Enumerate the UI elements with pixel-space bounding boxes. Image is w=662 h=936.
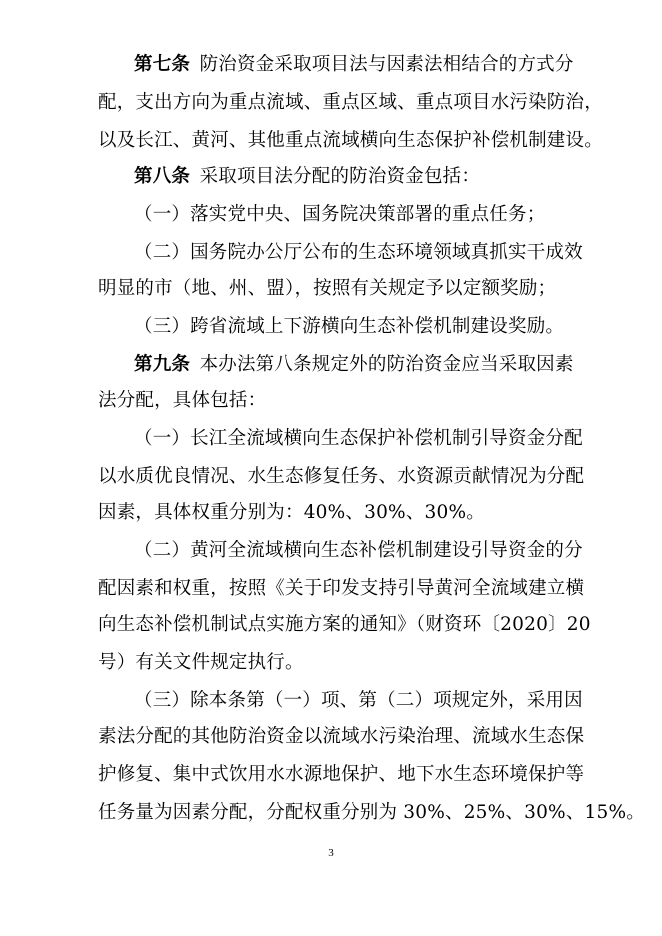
article-9-text: 本办法第八条规定外的防治资金应当采取因素 — [199, 354, 574, 375]
article-9-item-2-line-3: 向生态补偿机制试点实施方案的通知》（财资环〔2020〕20 — [98, 614, 591, 635]
article-9-heading: 第九条 — [134, 354, 191, 375]
article-9-item-2-line-4: 号）有关文件规定执行。 — [98, 652, 304, 673]
article-8-item-2-line-1: （二）国务院办公厅公布的生态环境领域真抓实干成效 — [134, 242, 583, 263]
page-number: 3 — [328, 847, 334, 859]
article-9-line-1 — [134, 352, 588, 378]
article-9-item-3-line-1: （三）除本条第（一）项、第（二）项规定外，采用因 — [134, 690, 583, 711]
article-9-item-1-line-3: 因素，具体权重分别为：40%、30%、30%。 — [98, 502, 485, 523]
article-9-item-1-line-1: （一）长江全流域横向生态保护补偿机制引导资金分配 — [134, 428, 583, 449]
article-8-text: 采取项目法分配的防治资金包括： — [199, 166, 481, 187]
article-7-text: 防治资金采取项目法与因素法相结合的方式分 — [199, 54, 574, 75]
article-8-item-3: （三）跨省流域上下游横向生态补偿机制建设奖励。 — [134, 316, 565, 337]
article-7-line-3: 以及长江、黄河、其他重点流域横向生态保护补偿机制建设。 — [98, 130, 603, 151]
article-7-line-1 — [134, 52, 588, 78]
article-9-item-3-line-4: 任务量为因素分配，分配权重分别为 30%、25%、30%、15%。 — [98, 802, 645, 823]
article-8-item-2-line-2: 明显的市（地、州、盟），按照有关规定予以定额奖励； — [98, 278, 557, 299]
article-9-item-3-line-2: 素法分配的其他防治资金以流域水污染治理、流域水生态保 — [98, 726, 585, 747]
article-7-heading: 第七条 — [134, 54, 191, 75]
article-8-line-1 — [134, 164, 588, 190]
article-9-item-2-line-2: 配因素和权重，按照《关于印发支持引导黄河全流域建立横 — [98, 578, 585, 599]
article-8-heading: 第八条 — [134, 166, 191, 187]
article-9-item-3-line-3: 护修复、集中式饮用水水源地保护、地下水生态环境保护等 — [98, 764, 585, 785]
article-9-item-1-line-2: 以水质优良情况、水生态修复任务、水资源贡献情况为分配 — [98, 466, 585, 487]
article-7-line-2: 配，支出方向为重点流域、重点区域、重点项目水污染防治， — [98, 92, 603, 113]
article-9-line-2: 法分配，具体包括： — [98, 390, 267, 411]
article-9-item-2-line-1: （二）黄河全流域横向生态补偿机制建设引导资金的分 — [134, 540, 583, 561]
article-8-item-1: （一）落实党中央、国务院决策部署的重点任务； — [134, 204, 546, 225]
